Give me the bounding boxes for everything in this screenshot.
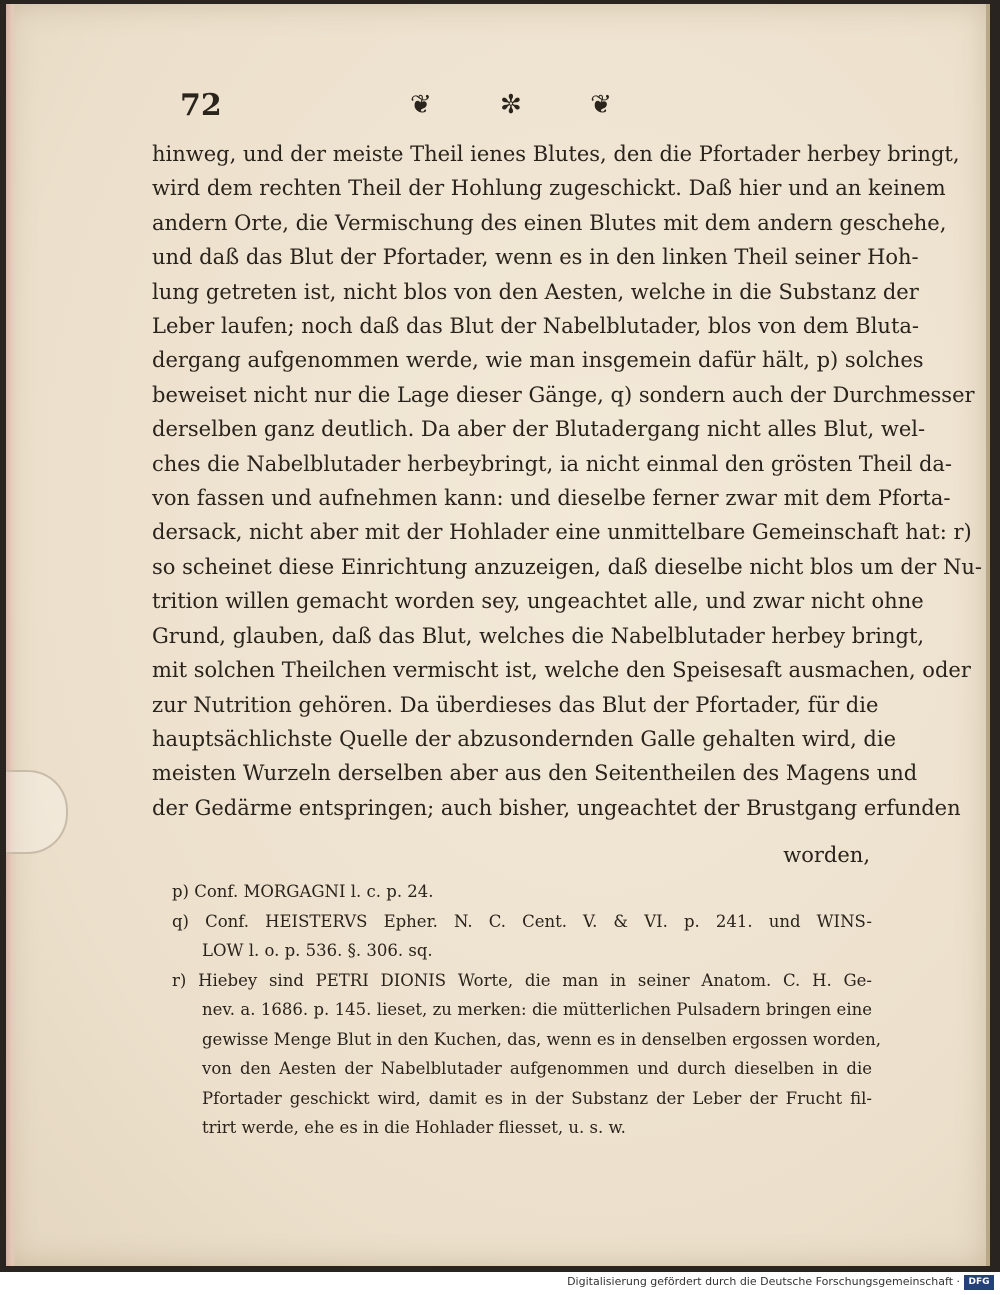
footnote-r-line: Pfortader geschickt wird, damit es in der Substanz der Leber der Frucht fil- bbox=[202, 1088, 872, 1108]
text-line: und daß das Blut der Pfortader, wenn es in den linken Theil seiner Hoh- bbox=[152, 245, 919, 270]
text-line: lung getreten ist, nicht blos von den Aesten, welche in die Substanz der bbox=[152, 279, 919, 304]
page-edge bbox=[6, 4, 16, 1266]
page-header bbox=[180, 88, 880, 128]
text-line: dergang aufgenommen werde, wie man insgemein dafür hält, p) solches bbox=[152, 348, 924, 373]
text-line: wird dem rechten Theil der Hohlung zugeschickt. Daß hier und an keinem bbox=[152, 176, 946, 201]
text-line: dersack, nicht aber mit der Hohlader eine unmittelbare Gemeinschaft hat: r) bbox=[152, 520, 972, 545]
footnote-q: q) Conf. HEISTERVS Epher. N. C. Cent. V. & VI. p. 241. und WINS- bbox=[172, 911, 872, 931]
text-line: Leber laufen; noch daß das Blut der Nabelblutader, blos von dem Bluta- bbox=[152, 314, 920, 339]
text-line: andern Orte, die Vermischung des einen Blutes mit dem andern geschehe, bbox=[152, 210, 947, 235]
text-line: beweiset nicht nur die Lage dieser Gänge, q) sondern auch der Durchmesser bbox=[152, 382, 975, 407]
text-line: hinweg, und der meiste Theil ienes Blutes, den die Pfortader herbey bringt, bbox=[152, 142, 960, 166]
footnote-r-line: gewisse Menge Blut in den Kuchen, das, wenn es in denselben ergossen worden, bbox=[202, 1029, 882, 1049]
text-line: trition willen gemacht worden sey, ungeachtet alle, und zwar nicht ohne bbox=[152, 589, 924, 614]
footnote-r-line: nev. a. 1686. p. 145. lieset, zu merken: die mütterlichen Pulsadern bringen eine bbox=[202, 1000, 872, 1019]
text-line: ches die Nabelblutader herbeybringt, ia nicht einmal den grösten Theil da- bbox=[152, 451, 953, 476]
dfg-logo-icon: DFG bbox=[964, 1275, 994, 1290]
main-text bbox=[152, 137, 982, 825]
text-line: von fassen und aufnehmen kann: und dieselbe ferner zwar mit dem Pforta- bbox=[152, 486, 951, 511]
footnote-r-line: trirt werde, ehe es in die Hohlader fliesset, u. s. w. bbox=[202, 1118, 626, 1137]
catchword: worden, bbox=[783, 843, 870, 867]
text-line: mit solchen Theilchen vermischt ist, welche den Speisesaft ausmachen, oder bbox=[152, 658, 971, 683]
header-ornament-icon: ❦ ✼ ❦ bbox=[410, 90, 642, 120]
footnote-q-continued: LOW l. o. p. 536. §. 306. sq. bbox=[202, 941, 433, 960]
text-line: derselben ganz deutlich. Da aber der Blutadergang nicht alles Blut, wel- bbox=[152, 417, 926, 442]
footnotes bbox=[172, 877, 882, 1143]
text-line: der Gedärme entspringen; auch bisher, ungeachtet der Brustgang erfunden bbox=[152, 795, 961, 820]
text-line: so scheinet diese Einrichtung anzuzeigen, daß dieselbe nicht blos um der Nu- bbox=[152, 554, 982, 579]
footnote-r-line: von den Aesten der Nabelblutader aufgenommen und durch dieselben in die bbox=[202, 1059, 872, 1078]
page-number: 72 bbox=[180, 88, 222, 123]
footer-bar bbox=[0, 1272, 1000, 1295]
footnote-r: r) Hiebey sind PETRI DIONIS Worte, die man in seiner Anatom. C. H. Ge- bbox=[172, 970, 872, 990]
text-line: Grund, glauben, daß das Blut, welches die Nabelblutader herbey bringt, bbox=[152, 623, 925, 648]
text-line: zur Nutrition gehören. Da überdieses das Blut der Pfortader, für die bbox=[152, 692, 879, 717]
text-line: meisten Wurzeln derselben aber aus den Seitentheilen des Magens und bbox=[152, 761, 918, 786]
funding-credit: Digitalisierung gefördert durch die Deutsche Forschungsgemeinschaft · bbox=[567, 1275, 960, 1288]
text-line: hauptsächlichste Quelle der abzusondernden Galle gehalten wird, die bbox=[152, 726, 897, 751]
footnote-p: p) Conf. MORGAGNI l. c. p. 24. bbox=[172, 882, 434, 901]
